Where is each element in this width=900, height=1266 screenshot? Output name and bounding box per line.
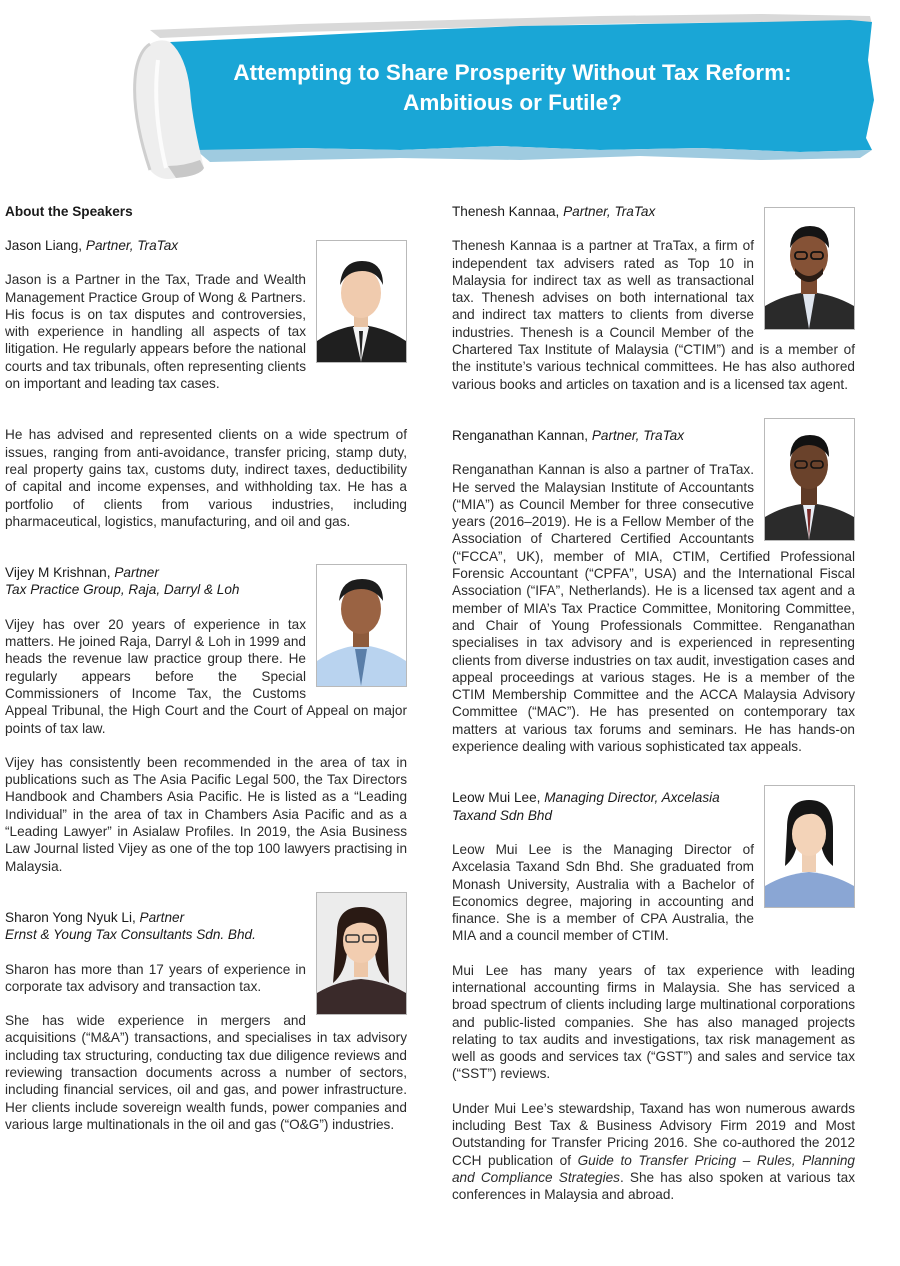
speaker-role-sharon: Partner <box>139 909 185 925</box>
photo-renganathan-kannan <box>764 418 855 541</box>
speaker-name-thenesh: Thenesh Kannaa, Partner, TraTax <box>452 204 656 219</box>
bio-jason-2: He has advised and represented clients on a wide spectrum of issues, ranging from anti-avoidance, transfer pricing, stamp duty, real property gains tax, customs duty, indirect taxes, deductibility of capital and income expenses, and withholding tax. He has a portfolio of clients from various industries, including pharmaceutical, logistics, manufacturing, and oil and gas. <box>5 427 407 529</box>
title-line-2: Ambitious or Futile? <box>403 90 622 115</box>
about-speakers-heading: About the Speakers <box>5 204 133 219</box>
bio-jason-1: Jason is a Partner in the Tax, Trade and Wealth Management Practice Group of Wong & Partners. His focus is on tax disputes and controversies, with experience in handling all aspects of tax litigation. He regularly appears before the national courts and tax tribunals, often representing clients on important and leading tax cases. <box>5 272 306 392</box>
left-column <box>5 203 407 1133</box>
photo-thenesh-kannaa <box>764 207 855 330</box>
bio-sharon-2: She has wide experience in mergers and acquisitions (“M&A”) transactions, and specialises in tax advisory including tax structuring, conducting tax due diligence reviews and reviewing transaction documents across a number of sectors, including financial services, oil and gas, and power infrastructure. Her clients include sovereign wealth funds, power companies and various large multinationals in the oil and gas (“O&G”) industries. <box>5 1013 407 1132</box>
speaker-role-leow: Managing Director, Axcelasia Taxand Sdn Bhd <box>452 790 720 823</box>
bio-thenesh-1: Thenesh Kannaa is a partner at TraTax, a firm of independent tax advisers rated as Top 10 in Malaysia for indirect tax as well as transactional tax. Thenesh advises on both international tax and indirect tax matters to clients from diverse industries. Thenesh is a Council Member of the Chartered Tax Institute of Malaysia (“CTIM”) and is a member of the institute’s various technical committees. He has also authored various books and articles on taxation and is a licensed tax agent. <box>452 238 855 392</box>
speaker-role-thenesh: Partner, TraTax <box>563 204 656 219</box>
bio-sharon-1: Sharon has more than 17 years of experience in corporate tax advisory and transaction tax. <box>5 961 306 994</box>
speaker-thenesh-kannaa <box>452 203 855 393</box>
speaker-role-vijey: Partner <box>114 565 159 581</box>
speaker-jason-liang <box>5 237 407 530</box>
bio-leow-3: Under Mui Lee’s stewardship, Taxand has won numerous awards including Best Tax & Business Advisory Firm 2019 and Most Outstanding for Transfer Pricing 2016. She co-authored the 2012 CCH publication of Guide to Transfer Pricing – Rules, Planning and Compliance Strategies. She has also spoken at various tax conferences in Malaysia and abroad. <box>452 1100 856 1203</box>
photo-jason-liang <box>316 240 407 363</box>
photo-sharon-yong <box>316 892 407 1015</box>
speaker-org-sharon: Ernst & Young Tax Consultants Sdn. Bhd. <box>5 927 256 943</box>
speaker-name-renganathan: Renganathan Kannan, Partner, TraTax <box>452 427 685 443</box>
title-line-1: Attempting to Share Prosperity Without Tax Reform: <box>233 60 792 85</box>
bio-vijey-2: Vijey has consistently been recommended in the area of tax in publications such as The Asia Pacific Legal 500, the Tax Directors Handbook and Chambers Asia Pacific. He is listed as a “Leading Individual” in the area of tax in Chambers Asia Pacific and as a “Leading Lawyer” in Asialaw Profiles. In 2019, the Asia Business Law Journal listed Vijey as one of the top 100 lawyers practising in Malaysia. <box>5 754 407 874</box>
speaker-name-jason: Jason Liang, Partner, TraTax <box>5 238 179 253</box>
speaker-vijey-krishnan <box>5 564 407 875</box>
speaker-name-sharon: Sharon Yong Nyuk Li, Partner <box>5 909 185 925</box>
speaker-renganathan-kannan <box>452 427 855 755</box>
bio-leow-2: Mui Lee has many years of tax experience with leading international accounting firms in Malaysia. She has serviced a broad spectrum of clients including large multinational corporations and public-listed companies. She has also managed projects relating to tax audits and investigations, tax risk management as well as goods and services tax (“GST”) and sales and service tax (“SST”) reviews. <box>452 962 855 1082</box>
speaker-role-renganathan: Partner, TraTax <box>591 427 685 443</box>
speaker-org-vijey: Tax Practice Group, Raja, Darryl & Loh <box>5 582 240 598</box>
title-banner <box>0 0 900 200</box>
right-column <box>452 203 855 1204</box>
speaker-name-leow: Leow Mui Lee, Managing Director, Axcelasia Taxand Sdn Bhd <box>452 790 720 823</box>
speaker-name-vijey: Vijey M Krishnan, Partner <box>5 565 159 581</box>
speaker-role-jason: Partner, TraTax <box>85 238 179 253</box>
bio-vijey-1: Vijey has over 20 years of experience in tax matters. He joined Raja, Darryl & Loh in 1999 and heads the revenue law practice group there. He regularly appears before the Special Commissioners of Income Tax, the Customs Appeal Tribunal, the High Court and the Court of Appeal on major points of tax law. <box>5 616 407 736</box>
book-title: Guide to Transfer Pricing – Rules, Planning and Compliance Strategies <box>452 1152 855 1185</box>
photo-vijey-krishnan <box>316 564 407 687</box>
speaker-leow-mui-lee <box>452 789 855 1203</box>
bio-renganathan-1: Renganathan Kannan is also a partner of TraTax. He served the Malaysian Institute of Accountants (“MIA”) as Council Member for three consecutive years (2016–2019). He is a Fellow Member of the Association of Chartered Certified Accountants (“FCCA”, UK), member of MIA, CTIM, Certified Professional Forensic Accountant (“CPFA”, USA) and the International Fiscal Association (“IFA”, Netherlands). He is a licensed tax agent and a member of MIA’s Tax Practice Committee, Monitoring Committee, and Chair of Young Professionals Committee. Renganathan specialises in tax advisory and is experienced in representing clients from diverse industries on tax audit, investigation cases and appeal proceedings at various stages. He is a member of the CTIM Membership Committee and the ACCA Malaysia Advisory Committee (“MAC”). He has presented on contemporary tax matters at various tax forums and seminars. He has hands-on experience dealing with various sophisticated tax appeals. <box>452 462 855 755</box>
bio-leow-1: Leow Mui Lee is the Managing Director of Axcelasia Taxand Sdn Bhd. She graduated from Monash University, Australia with a Bachelor of Economics degree, majoring in accounting and finance. She is a member of CPA Australia, the MIA and a council member of CTIM. <box>452 841 754 944</box>
page-title <box>180 58 845 118</box>
speaker-sharon-yong <box>5 909 407 1133</box>
photo-leow-mui-lee <box>764 785 855 908</box>
